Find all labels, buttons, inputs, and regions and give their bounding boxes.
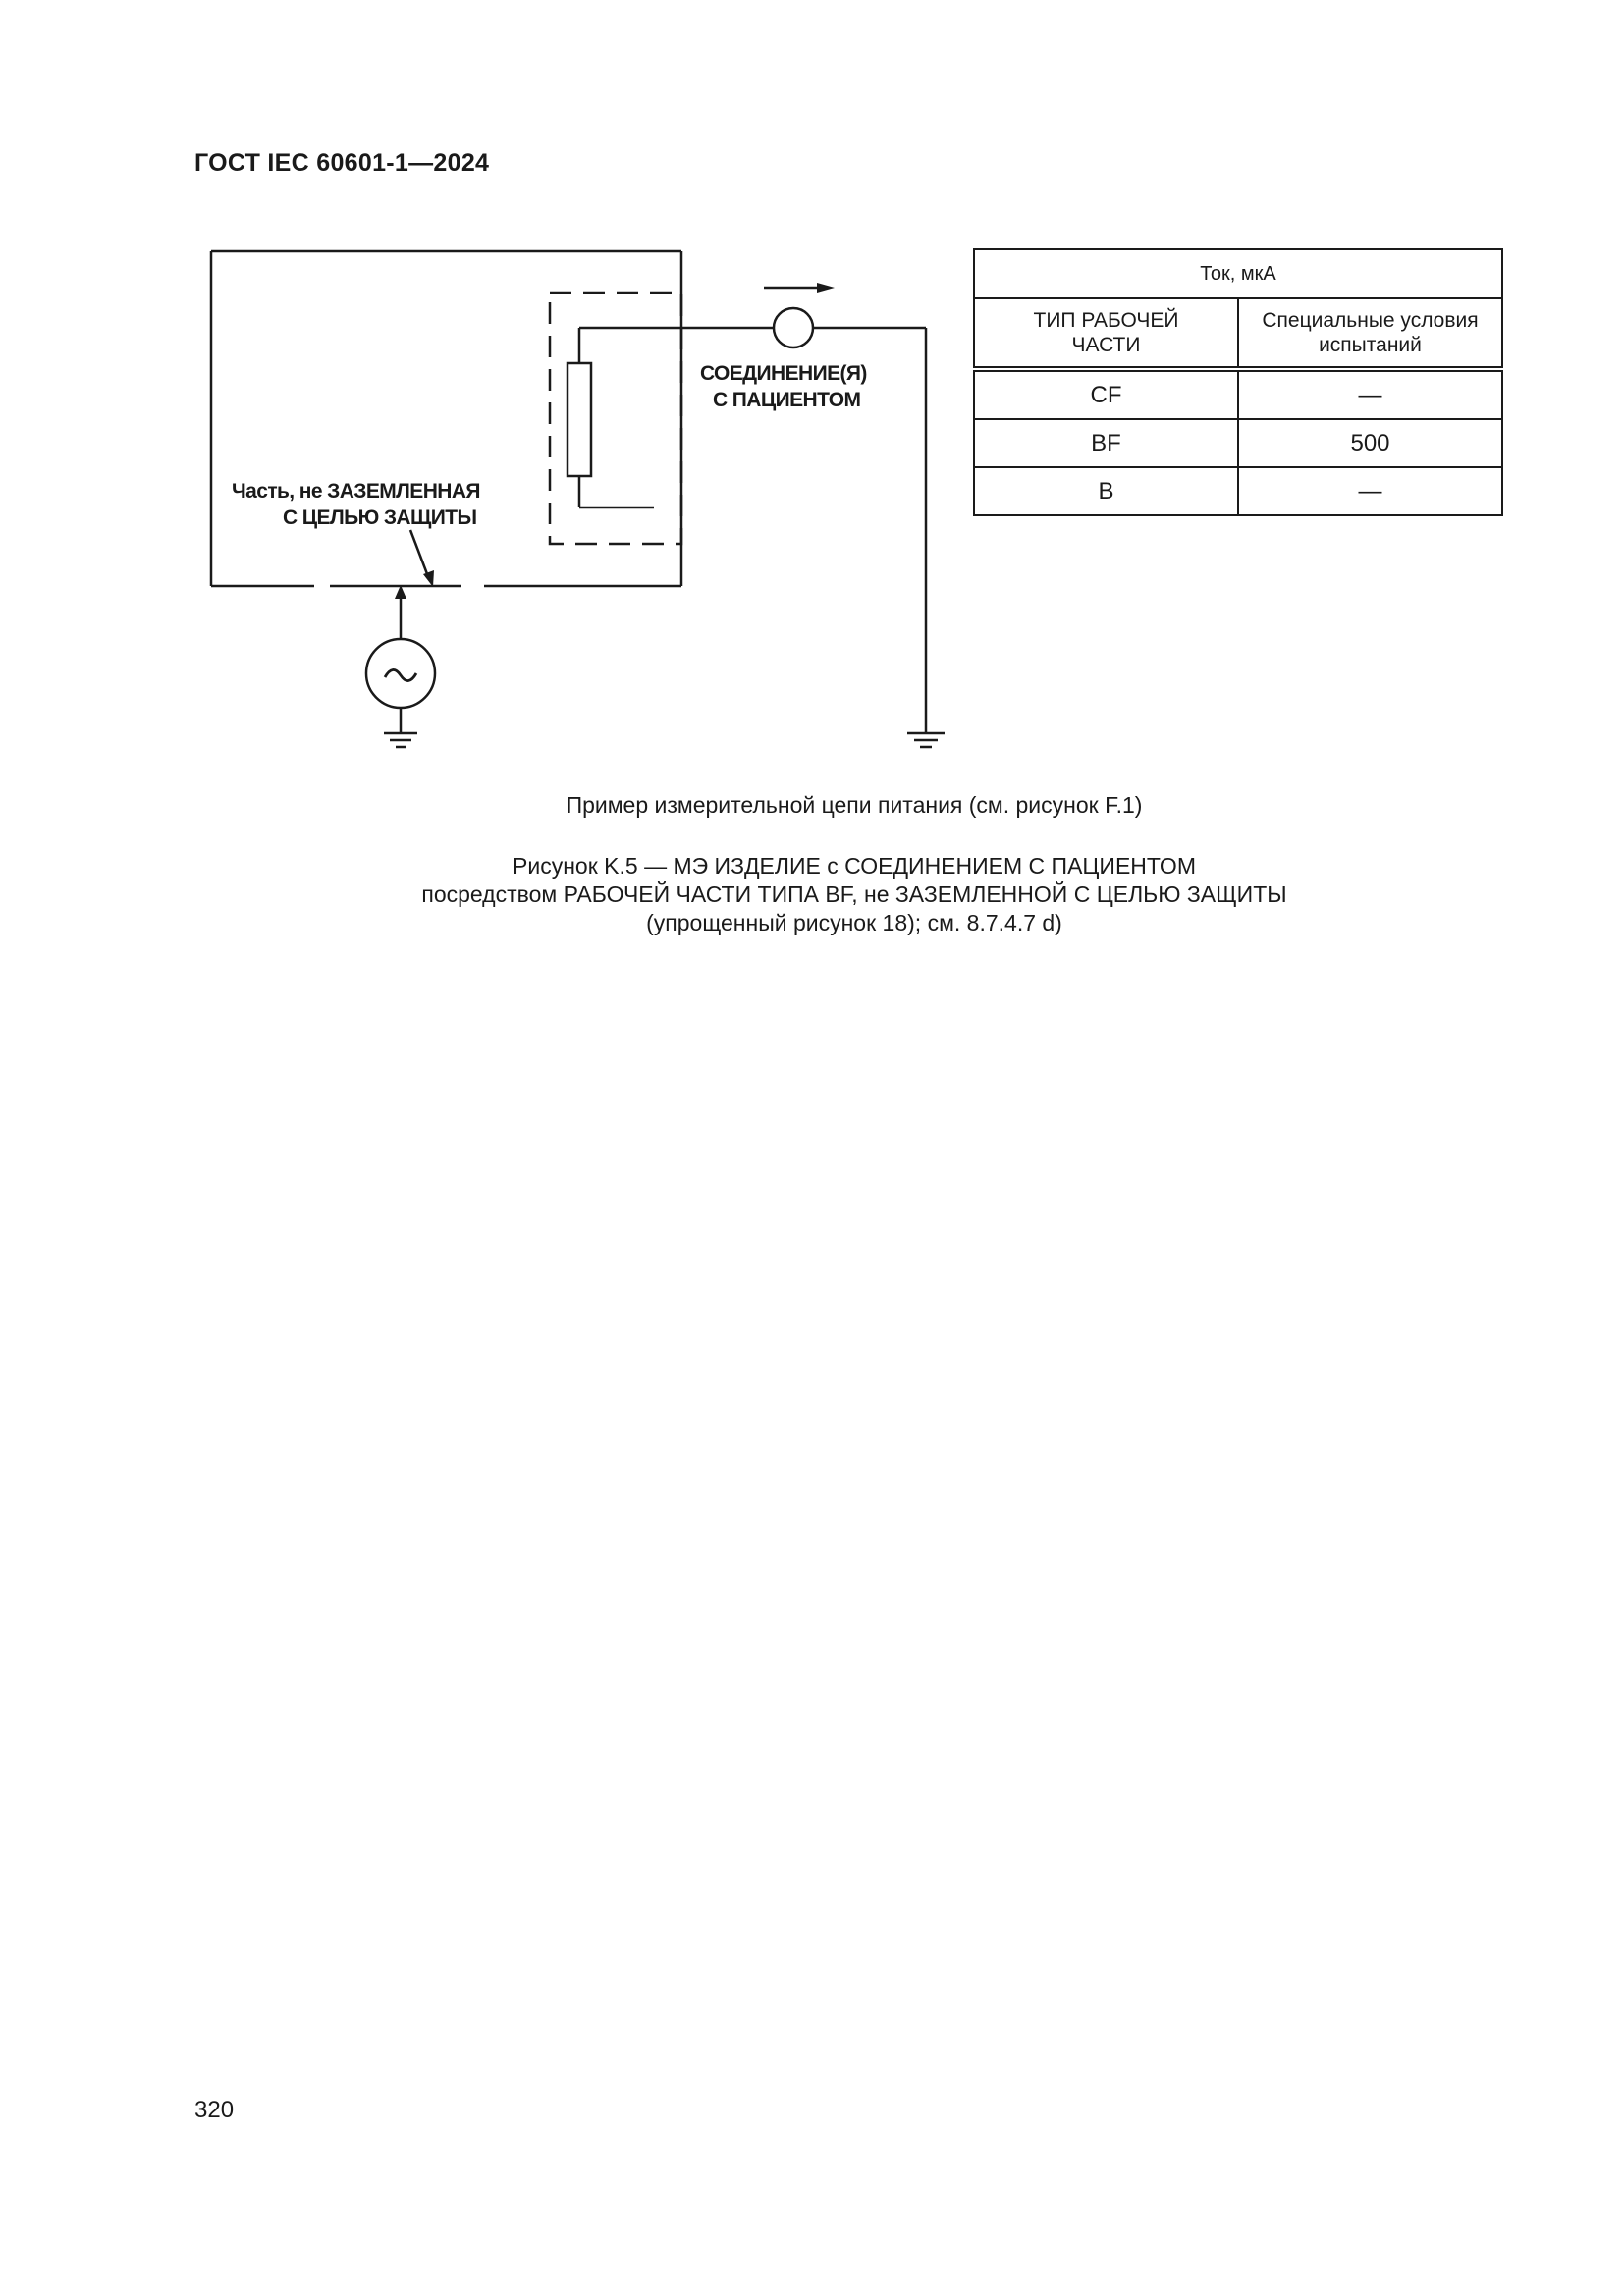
document-header: ГОСТ IEC 60601-1—2024 [194, 149, 490, 177]
figure-caption-line1: Рисунок K.5 — МЭ ИЗДЕЛИЕ с СОЕДИНЕНИЕМ С ПАЦИЕНТОМ [513, 853, 1196, 879]
label-patient-line2: С ПАЦИЕНТОМ [713, 389, 861, 411]
table-row [974, 467, 1502, 515]
example-caption: Пример измерительной цепи питания (см. рисунок F.1) [566, 792, 1143, 818]
cell-type: CF [974, 369, 1238, 419]
figure-caption-line3: (упрощенный рисунок 18); см. 8.7.4.7 d) [646, 910, 1062, 935]
col-type-line1: ТИП РАБОЧЕЙ [1033, 309, 1179, 332]
label-patient-line1: СОЕДИНЕНИЕ(Я) [700, 362, 867, 385]
cell-type: B [974, 467, 1238, 515]
cell-value: — [1238, 467, 1502, 515]
label-part-line2: С ЦЕЛЬЮ ЗАЩИТЫ [283, 507, 477, 529]
table-col-conditions [1238, 298, 1502, 369]
col-conditions-line2: испытаний [1319, 334, 1422, 356]
cell-value: 500 [1238, 419, 1502, 467]
cell-type: BF [974, 419, 1238, 467]
current-table [973, 248, 1503, 516]
cell-value: — [1238, 369, 1502, 419]
table-title: Ток, мкА [974, 249, 1502, 298]
table-col-type [974, 298, 1238, 369]
table-row [974, 419, 1502, 467]
page-number: 320 [194, 2097, 235, 2123]
patient-connection-terminal [774, 308, 813, 347]
col-conditions-line1: Специальные условия [1262, 309, 1479, 332]
resistor [568, 363, 591, 476]
col-type-line2: ЧАСТИ [1071, 334, 1141, 356]
table-row [974, 369, 1502, 419]
figure-caption-line2: посредством РАБОЧЕЙ ЧАСТИ ТИПА BF, не ЗАЗЕМЛЕННОЙ С ЦЕЛЬЮ ЗАЩИТЫ [421, 881, 1287, 907]
label-part-line1: Часть, не ЗАЗЕМЛЕННАЯ [232, 480, 480, 503]
figure-caption [0, 852, 1624, 937]
applied-part-box [550, 293, 681, 544]
